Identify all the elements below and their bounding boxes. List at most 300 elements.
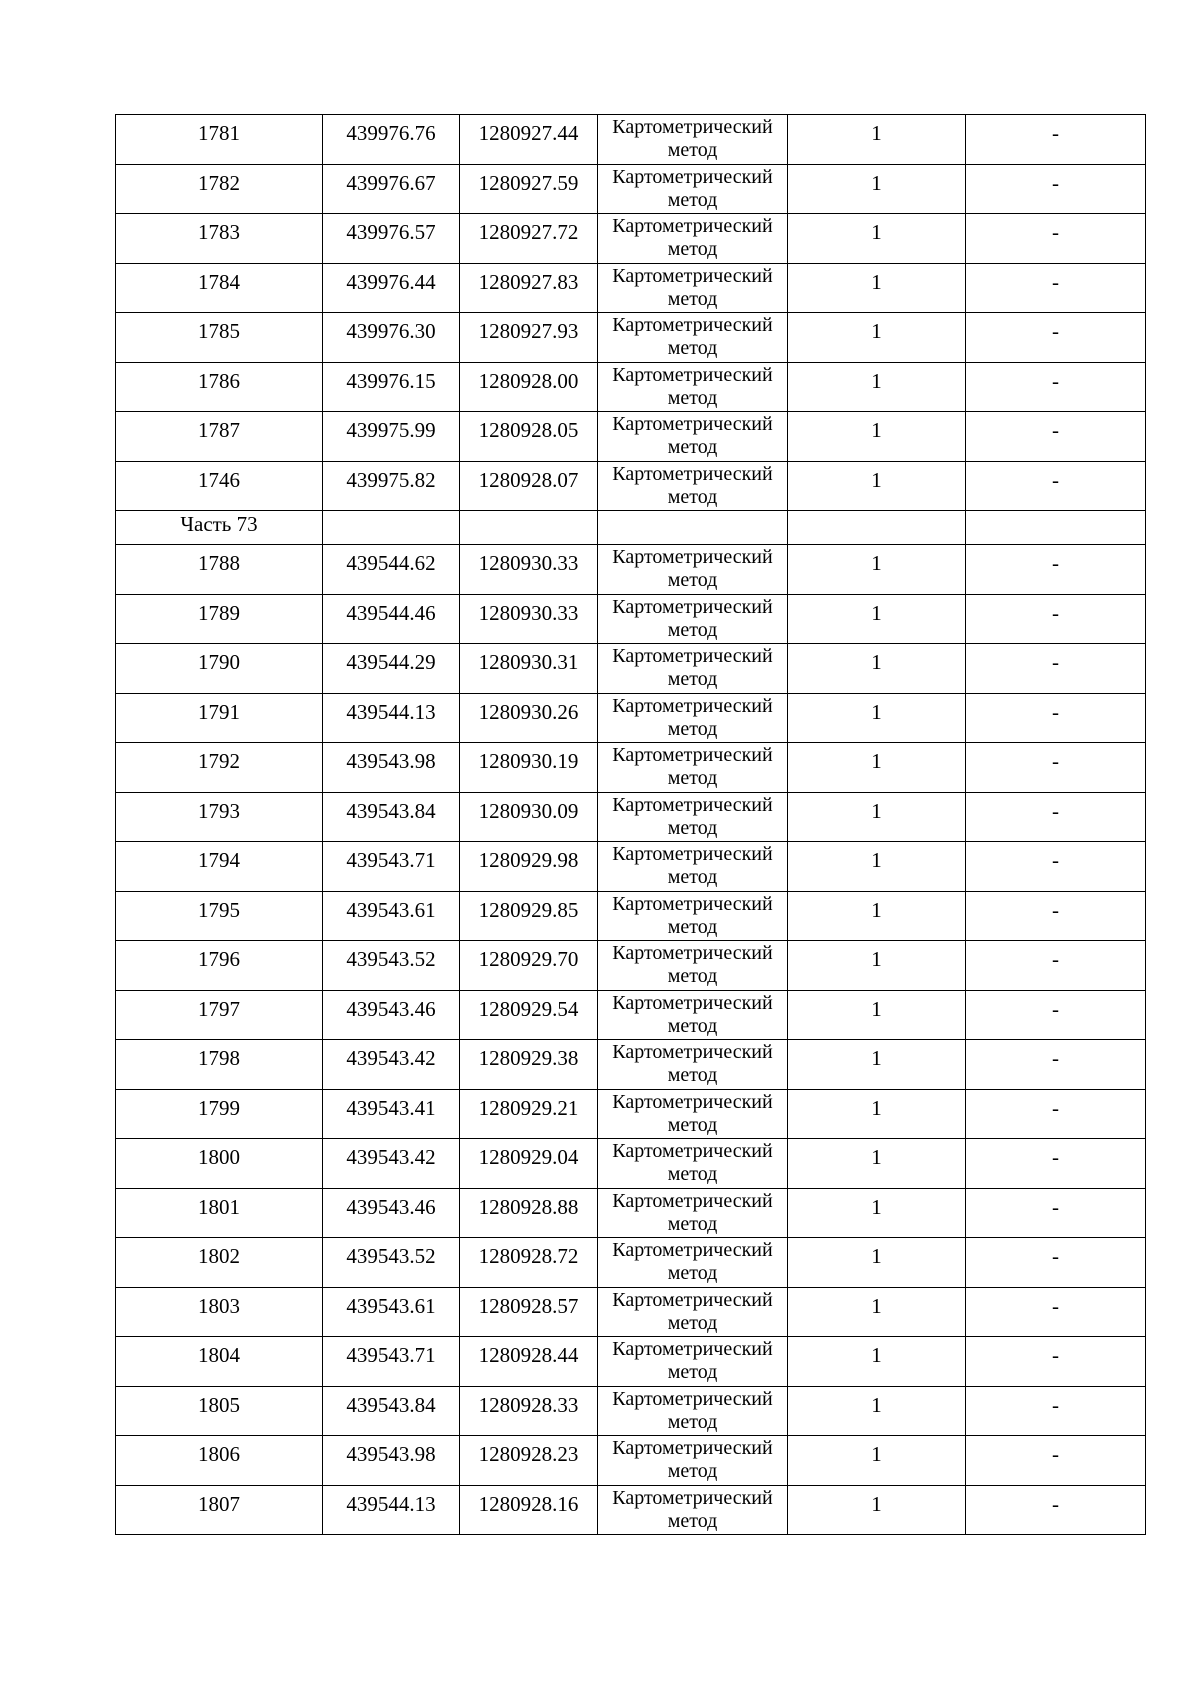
method-cell-text: Картометрический метод	[612, 1140, 773, 1185]
x-coordinate-cell	[323, 941, 460, 991]
method-cell	[598, 214, 788, 264]
point-number-cell-text: 1783	[198, 220, 240, 244]
method-cell-text: Картометрический метод	[612, 645, 773, 690]
x-coordinate-cell	[323, 1436, 460, 1486]
note-cell	[966, 1287, 1146, 1337]
y-coordinate-cell	[460, 412, 598, 462]
method-cell-text: Картометрический метод	[612, 991, 773, 1037]
y-coordinate-cell-text: 1280928.23	[478, 1442, 579, 1466]
point-number-cell	[116, 594, 323, 644]
y-coordinate-cell-text: 1280928.00	[478, 368, 579, 393]
accuracy-cell-text: 1	[871, 650, 882, 674]
method-cell	[598, 1287, 788, 1337]
table-row	[116, 1139, 1146, 1189]
method-cell	[598, 412, 788, 462]
accuracy-cell	[788, 545, 966, 595]
x-coordinate-cell-text: 439976.67	[346, 170, 436, 195]
accuracy-cell	[788, 891, 966, 941]
y-coordinate-cell-text: 1280929.98	[478, 848, 579, 872]
y-coordinate-cell	[460, 891, 598, 941]
note-cell-text: -	[1052, 418, 1059, 442]
method-cell-text: Картометрический метод	[612, 116, 773, 161]
point-number-cell	[116, 644, 323, 694]
y-coordinate-cell-text: 1280927.83	[478, 269, 579, 294]
accuracy-cell-text: 1	[871, 170, 882, 195]
y-coordinate-cell-text: 1280930.26	[478, 699, 579, 724]
method-cell-text: Картометрический метод	[612, 1041, 773, 1086]
method-cell	[598, 1485, 788, 1535]
note-cell	[966, 1139, 1146, 1189]
x-coordinate-cell	[323, 263, 460, 313]
accuracy-cell-text: 1	[871, 1095, 882, 1120]
method-cell	[598, 743, 788, 793]
method-cell	[598, 594, 788, 644]
note-cell-text: -	[1052, 1194, 1059, 1219]
point-number-cell	[116, 545, 323, 595]
y-coordinate-cell-text: 1280927.72	[478, 220, 579, 244]
y-coordinate-cell	[460, 1485, 598, 1535]
note-cell-text: -	[1052, 798, 1059, 823]
note-cell	[966, 743, 1146, 793]
accuracy-cell-text: 1	[871, 749, 882, 773]
accuracy-cell-text: 1	[871, 1046, 882, 1070]
note-cell-text: -	[1052, 551, 1059, 575]
y-coordinate-cell	[460, 990, 598, 1040]
method-cell-text: Картометрический метод	[612, 1437, 773, 1482]
method-cell	[598, 990, 788, 1040]
accuracy-cell	[788, 941, 966, 991]
y-coordinate-cell-text: 1280930.33	[478, 600, 579, 625]
y-coordinate-cell-text: 1280929.70	[478, 947, 579, 971]
y-coordinate-cell	[460, 1089, 598, 1139]
point-number-cell	[116, 1238, 323, 1288]
y-coordinate-cell-text: 1280930.19	[478, 749, 579, 773]
table-row	[116, 1436, 1146, 1486]
point-number-cell	[116, 461, 323, 511]
accuracy-cell-text: 1	[871, 220, 882, 244]
point-number-cell-text: 1801	[198, 1194, 240, 1219]
accuracy-cell-text: 1	[871, 368, 882, 393]
table-row	[116, 990, 1146, 1040]
empty-cell	[323, 511, 460, 545]
accuracy-cell-text: 1	[871, 1194, 882, 1219]
y-coordinate-cell	[460, 164, 598, 214]
x-coordinate-cell	[323, 644, 460, 694]
method-cell-text: Картометрический метод	[612, 546, 773, 591]
x-coordinate-cell-text: 439544.62	[346, 551, 436, 575]
accuracy-cell-text: 1	[871, 1244, 882, 1268]
y-coordinate-cell-text: 1280928.88	[478, 1194, 579, 1219]
table-row	[116, 842, 1146, 892]
point-number-cell	[116, 1287, 323, 1337]
y-coordinate-cell-text: 1280928.16	[478, 1491, 579, 1516]
y-coordinate-cell-text: 1280927.59	[478, 170, 579, 195]
point-number-cell-text: 1796	[198, 947, 240, 971]
note-cell	[966, 362, 1146, 412]
y-coordinate-cell	[460, 792, 598, 842]
table-row	[116, 1188, 1146, 1238]
table-row	[116, 792, 1146, 842]
section-header-row	[116, 511, 1146, 545]
point-number-cell-text: 1789	[198, 600, 240, 625]
method-cell-text: Картометрический метод	[612, 1189, 773, 1235]
note-cell-text: -	[1052, 1145, 1059, 1169]
point-number-cell	[116, 1188, 323, 1238]
y-coordinate-cell	[460, 263, 598, 313]
y-coordinate-cell-text: 1280928.72	[478, 1244, 579, 1268]
note-cell-text: -	[1052, 1442, 1059, 1466]
note-cell	[966, 164, 1146, 214]
point-number-cell	[116, 1436, 323, 1486]
accuracy-cell	[788, 164, 966, 214]
note-cell-text: -	[1052, 1491, 1059, 1516]
table-row	[116, 1386, 1146, 1436]
x-coordinate-cell-text: 439544.46	[346, 600, 436, 625]
accuracy-cell-text: 1	[871, 418, 882, 442]
x-coordinate-cell-text: 439544.29	[346, 650, 436, 674]
table-row	[116, 1287, 1146, 1337]
x-coordinate-cell	[323, 842, 460, 892]
coordinates-table	[115, 114, 1146, 1535]
point-number-cell	[116, 164, 323, 214]
method-cell	[598, 461, 788, 511]
table-row	[116, 313, 1146, 363]
point-number-cell-text: 1803	[198, 1293, 240, 1318]
point-number-cell	[116, 1089, 323, 1139]
accuracy-cell-text: 1	[871, 551, 882, 575]
accuracy-cell-text: 1	[871, 848, 882, 872]
table-row	[116, 1040, 1146, 1090]
x-coordinate-cell-text: 439544.13	[346, 1491, 436, 1516]
section-label: Часть 73	[180, 512, 258, 536]
x-coordinate-cell-text: 439543.46	[346, 996, 436, 1021]
y-coordinate-cell-text: 1280928.33	[478, 1392, 579, 1417]
note-cell	[966, 1337, 1146, 1387]
accuracy-cell	[788, 313, 966, 363]
table-row	[116, 891, 1146, 941]
note-cell	[966, 693, 1146, 743]
method-cell-text: Картометрический метод	[612, 165, 773, 211]
accuracy-cell	[788, 1287, 966, 1337]
method-cell-text: Картометрический метод	[612, 314, 773, 359]
y-coordinate-cell	[460, 941, 598, 991]
note-cell	[966, 1436, 1146, 1486]
y-coordinate-cell	[460, 313, 598, 363]
accuracy-cell-text: 1	[871, 319, 882, 343]
x-coordinate-cell-text: 439543.52	[346, 1244, 436, 1268]
note-cell-text: -	[1052, 1095, 1059, 1120]
method-cell	[598, 1436, 788, 1486]
accuracy-cell	[788, 1040, 966, 1090]
accuracy-cell	[788, 1485, 966, 1535]
y-coordinate-cell	[460, 1436, 598, 1486]
accuracy-cell	[788, 644, 966, 694]
y-coordinate-cell-text: 1280928.57	[478, 1293, 579, 1318]
accuracy-cell	[788, 263, 966, 313]
x-coordinate-cell	[323, 1386, 460, 1436]
table-row	[116, 644, 1146, 694]
note-cell	[966, 644, 1146, 694]
method-cell-text: Картометрический метод	[612, 595, 773, 641]
x-coordinate-cell	[323, 412, 460, 462]
method-cell-text: Картометрический метод	[612, 215, 773, 260]
accuracy-cell	[788, 1238, 966, 1288]
method-cell	[598, 891, 788, 941]
note-cell	[966, 594, 1146, 644]
accuracy-cell-text: 1	[871, 1491, 882, 1516]
table-row	[116, 594, 1146, 644]
accuracy-cell-text: 1	[871, 1442, 882, 1466]
empty-cell	[598, 511, 788, 545]
point-number-cell-text: 1782	[198, 170, 240, 195]
method-cell-text: Картометрический метод	[612, 892, 773, 938]
x-coordinate-cell	[323, 1238, 460, 1288]
y-coordinate-cell	[460, 461, 598, 511]
note-cell-text: -	[1052, 650, 1059, 674]
x-coordinate-cell-text: 439543.98	[346, 1442, 436, 1466]
note-cell	[966, 313, 1146, 363]
x-coordinate-cell-text: 439543.46	[346, 1194, 436, 1219]
point-number-cell-text: 1800	[198, 1145, 240, 1169]
x-coordinate-cell-text: 439543.52	[346, 947, 436, 971]
x-coordinate-cell	[323, 461, 460, 511]
y-coordinate-cell-text: 1280930.33	[478, 551, 579, 575]
y-coordinate-cell-text: 1280928.44	[478, 1343, 579, 1367]
accuracy-cell	[788, 743, 966, 793]
method-cell-text: Картометрический метод	[612, 843, 773, 888]
empty-cell	[966, 511, 1146, 545]
accuracy-cell	[788, 1386, 966, 1436]
y-coordinate-cell-text: 1280928.07	[478, 467, 579, 492]
method-cell-text: Картометрический метод	[612, 264, 773, 310]
coordinates-table-body	[116, 115, 1146, 1535]
note-cell-text: -	[1052, 1046, 1059, 1070]
method-cell	[598, 1386, 788, 1436]
method-cell	[598, 1139, 788, 1189]
point-number-cell-text: 1786	[198, 368, 240, 393]
accuracy-cell-text: 1	[871, 897, 882, 922]
accuracy-cell	[788, 842, 966, 892]
method-cell	[598, 644, 788, 694]
note-cell	[966, 412, 1146, 462]
note-cell-text: -	[1052, 1244, 1059, 1268]
note-cell	[966, 990, 1146, 1040]
point-number-cell-text: 1788	[198, 551, 240, 575]
accuracy-cell	[788, 1139, 966, 1189]
note-cell-text: -	[1052, 1343, 1059, 1367]
x-coordinate-cell	[323, 1188, 460, 1238]
note-cell	[966, 1188, 1146, 1238]
note-cell-text: -	[1052, 749, 1059, 773]
accuracy-cell-text: 1	[871, 269, 882, 294]
x-coordinate-cell-text: 439975.82	[346, 467, 436, 492]
method-cell	[598, 313, 788, 363]
y-coordinate-cell	[460, 1040, 598, 1090]
table-row	[116, 362, 1146, 412]
point-number-cell	[116, 990, 323, 1040]
x-coordinate-cell	[323, 1485, 460, 1535]
method-cell	[598, 1040, 788, 1090]
table-row	[116, 1238, 1146, 1288]
y-coordinate-cell	[460, 545, 598, 595]
point-number-cell-text: 1804	[198, 1343, 240, 1367]
point-number-cell	[116, 792, 323, 842]
x-coordinate-cell-text: 439543.71	[346, 1343, 436, 1367]
x-coordinate-cell	[323, 545, 460, 595]
method-cell-text: Картометрический метод	[612, 462, 773, 508]
method-cell	[598, 545, 788, 595]
method-cell	[598, 263, 788, 313]
accuracy-cell-text: 1	[871, 798, 882, 823]
x-coordinate-cell	[323, 1139, 460, 1189]
note-cell-text: -	[1052, 996, 1059, 1021]
method-cell-text: Картометрический метод	[612, 744, 773, 789]
note-cell-text: -	[1052, 368, 1059, 393]
note-cell	[966, 842, 1146, 892]
method-cell	[598, 1089, 788, 1139]
method-cell	[598, 164, 788, 214]
y-coordinate-cell	[460, 644, 598, 694]
table-row	[116, 1089, 1146, 1139]
method-cell	[598, 842, 788, 892]
accuracy-cell	[788, 1089, 966, 1139]
x-coordinate-cell-text: 439976.57	[346, 220, 436, 244]
method-cell-text: Картометрический метод	[612, 694, 773, 740]
note-cell	[966, 941, 1146, 991]
x-coordinate-cell	[323, 115, 460, 165]
accuracy-cell-text: 1	[871, 1293, 882, 1318]
y-coordinate-cell-text: 1280930.09	[478, 798, 579, 823]
note-cell	[966, 1485, 1146, 1535]
point-number-cell	[116, 1040, 323, 1090]
y-coordinate-cell	[460, 1238, 598, 1288]
method-cell-text: Картометрический метод	[612, 1387, 773, 1433]
x-coordinate-cell-text: 439543.61	[346, 897, 436, 922]
x-coordinate-cell	[323, 1287, 460, 1337]
section-label-cell	[116, 511, 323, 545]
table-row	[116, 1485, 1146, 1535]
method-cell-text: Картометрический метод	[612, 942, 773, 987]
accuracy-cell-text: 1	[871, 121, 882, 145]
note-cell-text: -	[1052, 848, 1059, 872]
y-coordinate-cell	[460, 1188, 598, 1238]
point-number-cell-text: 1797	[198, 996, 240, 1021]
y-coordinate-cell	[460, 1139, 598, 1189]
method-cell	[598, 1188, 788, 1238]
note-cell-text: -	[1052, 947, 1059, 971]
x-coordinate-cell	[323, 792, 460, 842]
point-number-cell	[116, 263, 323, 313]
y-coordinate-cell-text: 1280929.21	[478, 1095, 579, 1120]
point-number-cell-text: 1785	[198, 319, 240, 343]
accuracy-cell	[788, 990, 966, 1040]
accuracy-cell	[788, 1337, 966, 1387]
accuracy-cell	[788, 693, 966, 743]
x-coordinate-cell	[323, 1040, 460, 1090]
accuracy-cell	[788, 412, 966, 462]
note-cell-text: -	[1052, 170, 1059, 195]
point-number-cell	[116, 1485, 323, 1535]
note-cell	[966, 1040, 1146, 1090]
point-number-cell	[116, 313, 323, 363]
x-coordinate-cell	[323, 1089, 460, 1139]
point-number-cell	[116, 412, 323, 462]
note-cell-text: -	[1052, 897, 1059, 922]
x-coordinate-cell-text: 439976.30	[346, 319, 436, 343]
accuracy-cell-text: 1	[871, 1392, 882, 1417]
note-cell-text: -	[1052, 1293, 1059, 1318]
accuracy-cell	[788, 461, 966, 511]
table-row	[116, 941, 1146, 991]
note-cell-text: -	[1052, 699, 1059, 724]
note-cell	[966, 792, 1146, 842]
x-coordinate-cell-text: 439543.84	[346, 1392, 436, 1417]
accuracy-cell-text: 1	[871, 467, 882, 492]
x-coordinate-cell-text: 439976.76	[346, 121, 436, 145]
note-cell-text: -	[1052, 121, 1059, 145]
point-number-cell-text: 1802	[198, 1244, 240, 1268]
x-coordinate-cell-text: 439543.71	[346, 848, 436, 872]
note-cell-text: -	[1052, 600, 1059, 625]
note-cell-text: -	[1052, 269, 1059, 294]
x-coordinate-cell-text: 439543.98	[346, 749, 436, 773]
x-coordinate-cell	[323, 362, 460, 412]
table-row	[116, 1337, 1146, 1387]
y-coordinate-cell	[460, 362, 598, 412]
accuracy-cell-text: 1	[871, 600, 882, 625]
table-row	[116, 743, 1146, 793]
table-row	[116, 693, 1146, 743]
table-row	[116, 545, 1146, 595]
point-number-cell	[116, 1139, 323, 1189]
method-cell	[598, 792, 788, 842]
accuracy-cell	[788, 362, 966, 412]
y-coordinate-cell-text: 1280929.04	[478, 1145, 579, 1169]
y-coordinate-cell	[460, 214, 598, 264]
note-cell-text: -	[1052, 319, 1059, 343]
point-number-cell-text: 1791	[198, 699, 240, 724]
point-number-cell	[116, 842, 323, 892]
note-cell	[966, 545, 1146, 595]
x-coordinate-cell	[323, 693, 460, 743]
point-number-cell	[116, 115, 323, 165]
method-cell	[598, 1337, 788, 1387]
x-coordinate-cell	[323, 214, 460, 264]
y-coordinate-cell-text: 1280927.44	[478, 121, 579, 145]
y-coordinate-cell-text: 1280928.05	[478, 418, 579, 442]
method-cell	[598, 941, 788, 991]
point-number-cell-text: 1781	[198, 121, 240, 145]
point-number-cell-text: 1798	[198, 1046, 240, 1070]
x-coordinate-cell-text: 439543.41	[346, 1095, 436, 1120]
method-cell-text: Картометрический метод	[612, 1486, 773, 1532]
x-coordinate-cell-text: 439543.84	[346, 798, 436, 823]
accuracy-cell	[788, 1436, 966, 1486]
x-coordinate-cell-text: 439976.15	[346, 368, 436, 393]
point-number-cell-text: 1787	[198, 418, 240, 442]
table-row	[116, 412, 1146, 462]
y-coordinate-cell	[460, 743, 598, 793]
y-coordinate-cell	[460, 1337, 598, 1387]
y-coordinate-cell-text: 1280929.38	[478, 1046, 579, 1070]
note-cell	[966, 461, 1146, 511]
x-coordinate-cell	[323, 891, 460, 941]
x-coordinate-cell-text: 439544.13	[346, 699, 436, 724]
point-number-cell-text: 1793	[198, 798, 240, 823]
point-number-cell-text: 1784	[198, 269, 240, 294]
accuracy-cell-text: 1	[871, 1343, 882, 1367]
point-number-cell-text: 1799	[198, 1095, 240, 1120]
